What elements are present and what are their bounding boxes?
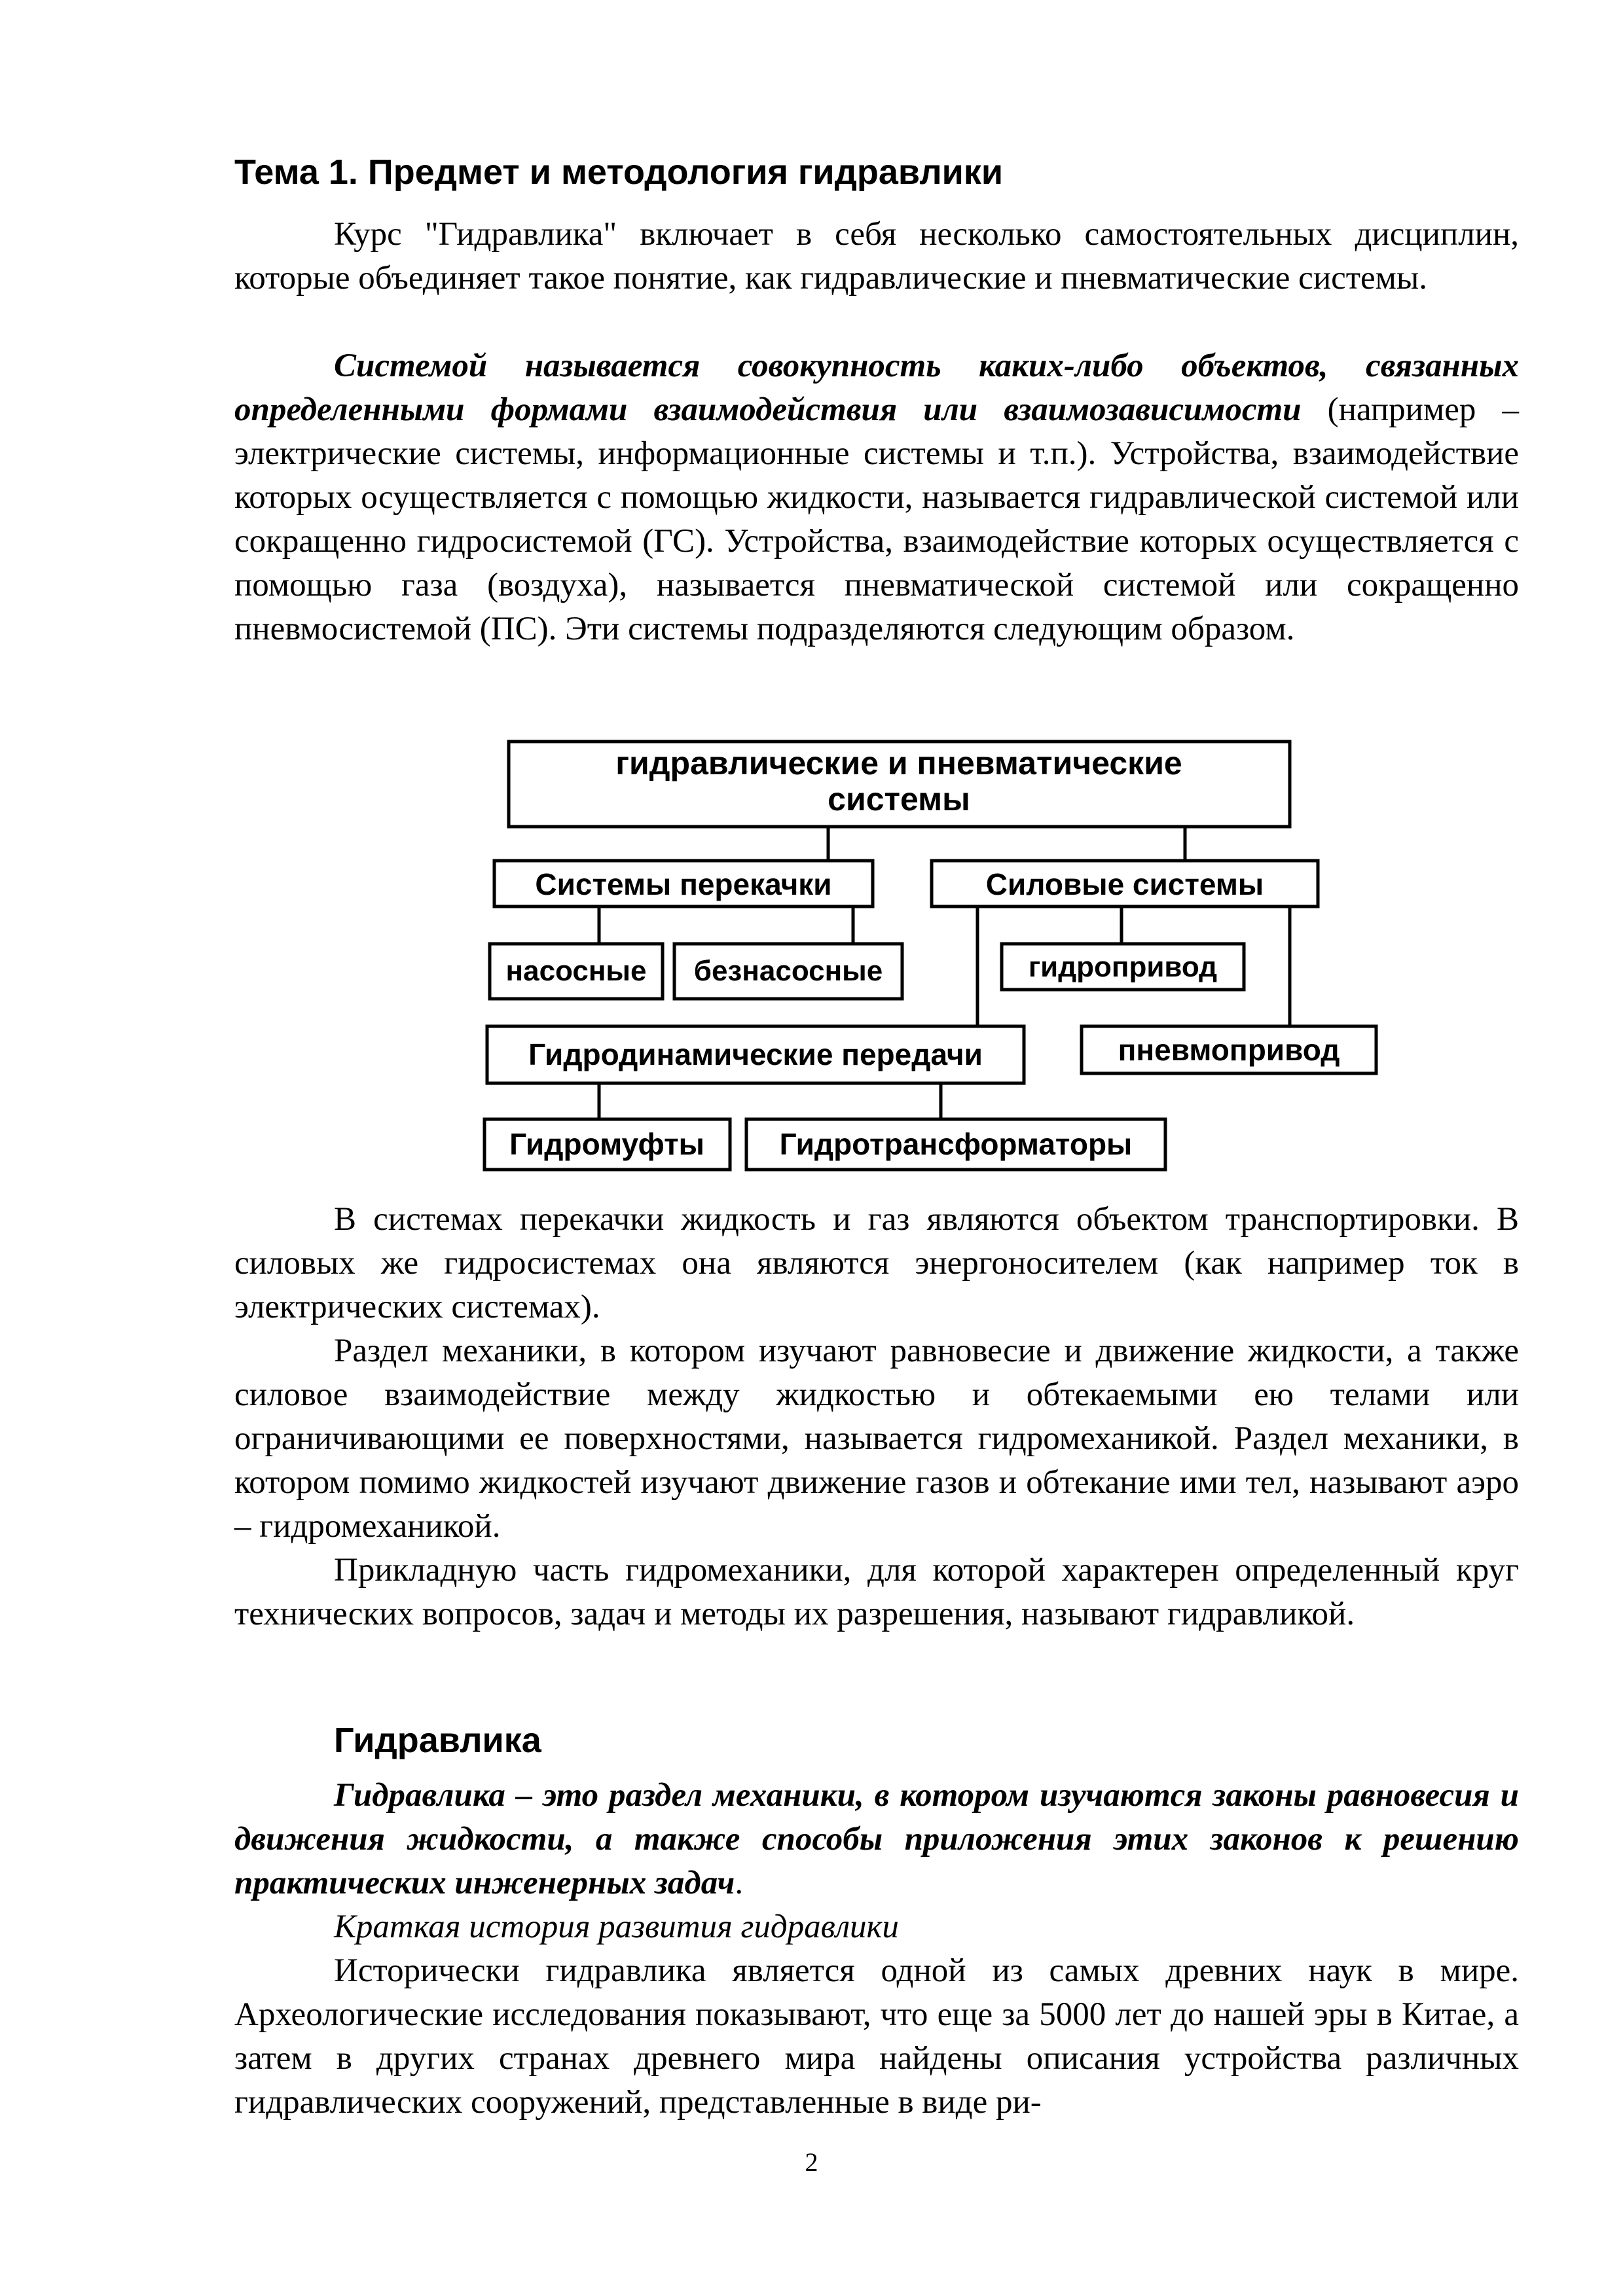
diagram-root-line2: системы [828,781,970,817]
paragraph-hydromechanics: Раздел механики, в котором изучают равновесие и движение жидкости, а также силовое взаимодействие между жидкостью и обтекаемыми ею телами или ограничивающими ее поверхностями, называется гидромеханикой. Раздел механики, в котором помимо жидкостей изучают движение газов и обтекание ими тел, называют аэро – гидромеханикой. [234,1333,1519,1545]
diagram-converters-label: Гидротрансформаторы [779,1127,1133,1161]
paragraph-course-intro: Курс "Гидравлика" включает в себя несколько самостоятельных дисциплин, которые объединяет такое понятие, как гидравлические и пневматические системы. [234,216,1519,296]
history-subtitle: Краткая история развития гидравлики [334,1909,899,1945]
section-title: Гидравлика [334,1721,541,1760]
diagram-transfer-label: Системы перекачки [535,867,832,901]
diagram-root-line1: гидравлические и пневматические [615,745,1182,781]
paragraph-transfer-systems: В системах перекачки жидкость и газ являются объектом транспортировки. В силовых же гидросистемах она являются энергоносителем (как например ток в электрических системах). [234,1201,1519,1325]
diagram-hydrodrive-label: гидропривод [1028,951,1218,983]
diagram-pump-label: насосные [505,955,647,987]
topic-title: Тема 1. Предмет и методология гидравлики [234,152,1004,192]
diagram-hydrodynamic-label: Гидродинамические передачи [528,1037,983,1071]
diagram-power-label: Силовые системы [985,867,1264,901]
system-definition-emphasis: Системой называется совокупность каких-либо объектов, связанных определенными формами взаимодействия или взаимозависимости [234,348,1519,428]
system-definition-rest: (например – электрические системы, информационные системы и т.п.). Устройства, взаимодействие которых осуществляется с помощью жидкости, называется гидравлической системой или сокращенно гидросистемой (ГС). Устройства, взаимодействие которых осуществляется с помощью газа (воздуха), называется пневматической системой или сокращенно пневмосистемой (ПС). Эти системы подразделяются следующим образом. [234,391,1519,647]
hydraulics-definition-end: . [735,1865,744,1901]
diagram-pneumodrive-label: пневмопривод [1118,1033,1340,1067]
hydraulics-definition-emphasis: Гидравлика – это раздел механики, в котором изучаются законы равновесия и движения жидкости, а также способы приложения этих законов к решению практических инженерных задач [234,1777,1519,1901]
diagram-couplings-label: Гидромуфты [509,1127,704,1161]
paragraph-hydraulics-applied: Прикладную часть гидромеханики, для которой характерен определенный круг технических вопросов, задач и методы их разрешения, называют гидравликой. [234,1552,1519,1632]
paragraph-history: Исторически гидравлика является одной из самых древних наук в мире. Археологические исследования показывают, что еще за 5000 лет до нашей эры в Китае, а затем в других странах древнего мира найдены описания устройства различных гидравлических сооружений, представленные в виде ри- [234,1952,1519,2121]
diagram-nonpump-label: безнасосные [693,955,883,987]
page-number: 2 [805,2147,818,2177]
